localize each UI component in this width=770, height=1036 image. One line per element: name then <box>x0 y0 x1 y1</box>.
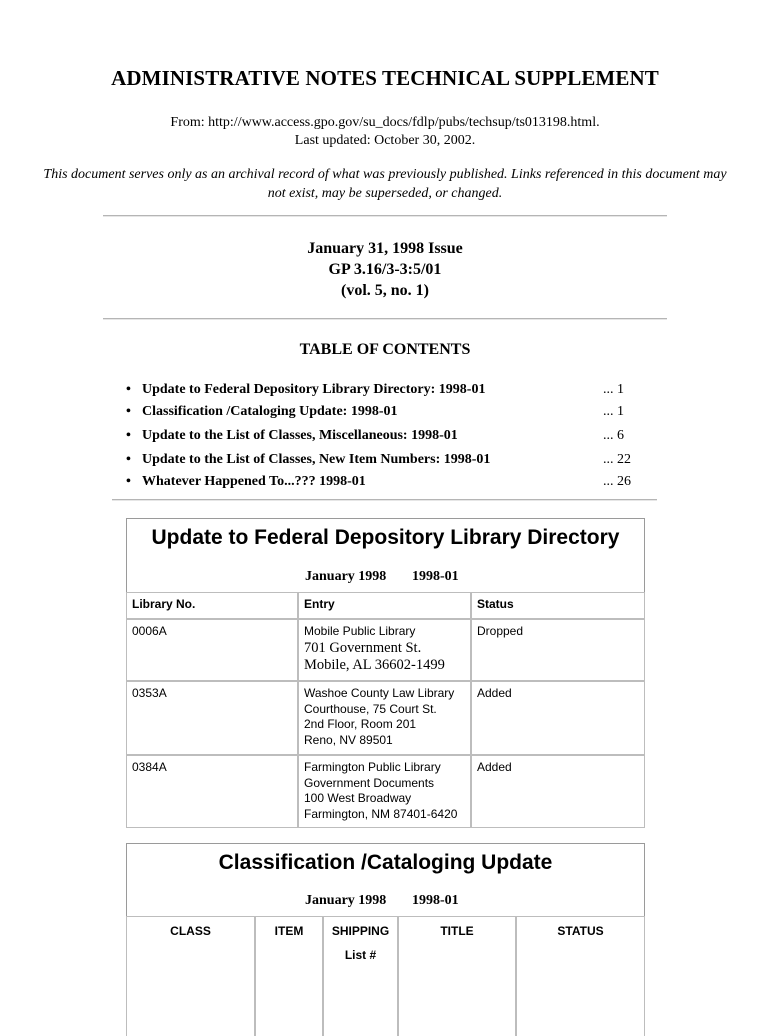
shipping-label: SHIPPING <box>331 924 390 938</box>
toc-item-label[interactable]: Update to the List of Classes, Miscellaneous: 1998-01 <box>142 428 458 443</box>
entry-line: Courthouse, 75 Court St. <box>304 701 437 716</box>
bullet-icon: • <box>126 428 131 443</box>
issue-info <box>0 238 770 301</box>
entry-line: Reno, NV 89501 <box>304 732 393 747</box>
entry-line: Farmington, NM 87401-6420 <box>304 806 458 821</box>
issue-date: January 31, 1998 Issue <box>307 240 463 257</box>
toc-item-page: ... 26 <box>603 474 631 489</box>
status-cell: Added <box>471 681 645 755</box>
entry-name: Farmington Public Library <box>304 760 441 774</box>
entry-line: 100 West Broadway <box>304 791 412 805</box>
toc-item-page: ... 22 <box>603 452 631 467</box>
updated-line: Last updated: October 30, 2002. <box>294 133 476 148</box>
bullet-icon: • <box>126 382 131 397</box>
classification-number: 1998-01 <box>412 893 459 908</box>
shipping-list-label: List # <box>344 948 377 962</box>
status-cell: Dropped <box>471 619 645 681</box>
column-header-title: TITLE <box>398 916 516 1036</box>
column-header-status: Status <box>471 592 645 619</box>
entry-line: Mobile, AL 36602-1499 <box>304 656 445 673</box>
bullet-icon: • <box>126 452 131 467</box>
toc-item[interactable] <box>126 452 656 474</box>
issue-class: GP 3.16/3-3:5/01 <box>328 261 442 278</box>
toc-item-label[interactable]: Classification /Cataloging Update: 1998-01 <box>142 404 398 419</box>
column-header-status: STATUS <box>516 916 645 1036</box>
bullet-icon: • <box>126 474 131 489</box>
toc-item[interactable] <box>126 382 656 404</box>
directory-number: 1998-01 <box>412 569 459 584</box>
entry-cell <box>298 755 471 828</box>
library-no-cell: 0353A <box>126 681 298 755</box>
bullet-icon: • <box>126 404 131 419</box>
directory-date: January 1998 <box>305 569 387 584</box>
toc-item-label[interactable]: Update to Federal Depository Library Directory: 1998-01 <box>142 382 486 397</box>
toc-title: TABLE OF CONTENTS <box>299 341 471 358</box>
column-header-item: ITEM <box>255 916 323 1036</box>
from-line: From: http://www.access.gpo.gov/su_docs/fdlp/pubs/techsup/ts013198.html. <box>170 115 600 130</box>
toc-item-page: ... 1 <box>603 404 624 419</box>
entry-cell <box>298 619 471 681</box>
entry-cell <box>298 681 471 755</box>
classification-date: January 1998 <box>305 893 387 908</box>
entry-line: 2nd Floor, Room 201 <box>304 717 417 731</box>
toc-item-label[interactable]: Whatever Happened To...??? 1998-01 <box>142 474 366 489</box>
source-info <box>0 114 770 150</box>
column-header-shipping <box>323 916 398 1036</box>
classification-heading: Classification /Cataloging Update <box>218 851 553 874</box>
entry-line: 701 Government St. <box>304 639 422 656</box>
divider <box>103 215 667 217</box>
directory-heading: Update to Federal Depository Library Directory <box>151 526 620 549</box>
status-cell: Added <box>471 755 645 828</box>
column-header-library-no: Library No. <box>126 592 298 619</box>
toc-item[interactable] <box>126 404 656 426</box>
entry-line: Government Documents <box>304 775 435 790</box>
toc-item[interactable] <box>126 428 656 450</box>
toc-item-page: ... 6 <box>603 428 624 443</box>
issue-volume: (vol. 5, no. 1) <box>341 282 429 299</box>
toc-item-label[interactable]: Update to the List of Classes, New Item Numbers: 1998-01 <box>142 452 491 467</box>
entry-name: Washoe County Law Library <box>304 686 455 700</box>
library-no-cell: 0006A <box>126 619 298 681</box>
toc-item-page: ... 1 <box>603 382 624 397</box>
divider <box>112 499 657 501</box>
column-header-class: CLASS <box>126 916 255 1036</box>
archival-disclaimer: This document serves only as an archival record of what was previously published. Links referenced in this document may not exist, may be superseded, or changed. <box>43 167 727 201</box>
toc-item[interactable] <box>126 474 656 496</box>
library-no-cell: 0384A <box>126 755 298 828</box>
entry-name: Mobile Public Library <box>304 624 416 638</box>
document-title: ADMINISTRATIVE NOTES TECHNICAL SUPPLEMENT <box>111 66 659 90</box>
divider <box>103 318 667 320</box>
column-header-entry: Entry <box>298 592 471 619</box>
